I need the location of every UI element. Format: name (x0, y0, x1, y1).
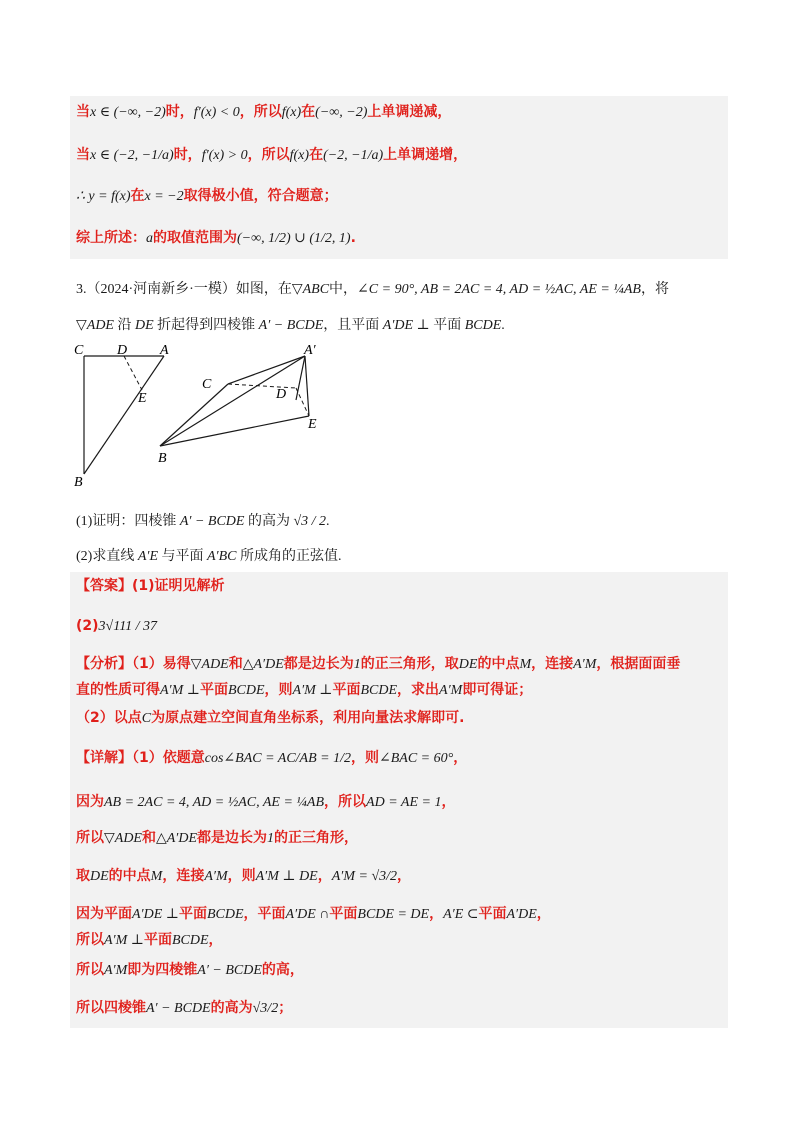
label-E-pyramid: E (308, 417, 317, 432)
analysis-line-2: 直的性质可得A′M ⊥平面BCDE，则A′M ⊥平面BCDE，求出A′M即可得证； (76, 682, 533, 698)
label-C: C (74, 343, 84, 358)
analysis-line-3: （2）以点C为原点建立空间直角坐标系，利用向量法求解即可. (76, 710, 465, 726)
answer-line-1: 【答案】(1)证明见解析 (76, 578, 225, 594)
label-E: E (138, 391, 147, 406)
problem-line-1: 3.（2024·河南新乡·一模）如图，在▽ABC中，∠C = 90°, AB = 2AC = 4, AD = ½AC, AE = ¼AB，将 (76, 282, 669, 297)
analysis-line-1: 【分析】（1）易得▽ADE和△A′DE都是边长为1的正三角形，取DE的中点M，连接A′M，根据面面垂 (76, 656, 681, 672)
answer-line-2: (2)3√111 / 37 (76, 618, 158, 634)
detail-line-7: 所以A′M即为四棱锥A′ − BCDE的高， (76, 962, 304, 978)
question-1: (1)证明：四棱锥 A′ − BCDE 的高为 √3 / 2. (76, 514, 330, 529)
label-D-pyramid: D (276, 387, 287, 402)
detail-line-8: 所以四棱锥A′ − BCDE的高为√3/2； (76, 1000, 293, 1016)
detail-line-6: 所以A′M ⊥平面BCDE， (76, 932, 223, 948)
geometry-figure (72, 340, 342, 490)
sol-line-4: 综上所述：a的取值范围为(−∞, 1/2) ∪ (1/2, 1). (76, 230, 356, 246)
problem-line-2: ▽ADE 沿 DE 折起得到四棱锥 A′ − BCDE，且平面 A′DE ⊥ 平面 BCDE. (76, 318, 505, 333)
sol-line-1: 当x ∈ (−∞, −2)时，f′(x) < 0，所以f(x)在(−∞, −2)上单调递减， (76, 104, 452, 120)
sol-line-2: 当x ∈ (−2, −1/a)时，f′(x) > 0，所以f(x)在(−2, −1/a)上单调递增， (76, 147, 468, 163)
label-D: D (117, 343, 128, 358)
detail-line-1: 【详解】（1）依题意cos∠BAC = AC/AB = 1/2，则∠BAC = 60°， (76, 750, 468, 766)
label-A-prime: A′ (304, 343, 316, 358)
sol-line-3: ∴ y = f(x)在x = −2取得极小值，符合题意； (76, 188, 338, 204)
label-A: A (160, 343, 169, 358)
detail-line-3: 所以▽ADE和△A′DE都是边长为1的正三角形， (76, 830, 359, 846)
question-2: (2)求直线 A′E 与平面 A′BC 所成角的正弦值. (76, 549, 342, 564)
label-B: B (74, 475, 83, 490)
label-C-pyramid: C (202, 377, 212, 392)
detail-line-4: 取DE的中点M，连接A′M，则A′M ⊥ DE，A′M = √3/2， (76, 868, 412, 884)
label-B-pyramid: B (158, 451, 167, 466)
detail-line-5: 因为平面A′DE ⊥平面BCDE，平面A′DE ∩平面BCDE = DE，A′E ⊂平面A′DE， (76, 906, 551, 922)
detail-line-2: 因为AB = 2AC = 4, AD = ½AC, AE = ¼AB，所以AD = AE = 1， (76, 794, 456, 810)
